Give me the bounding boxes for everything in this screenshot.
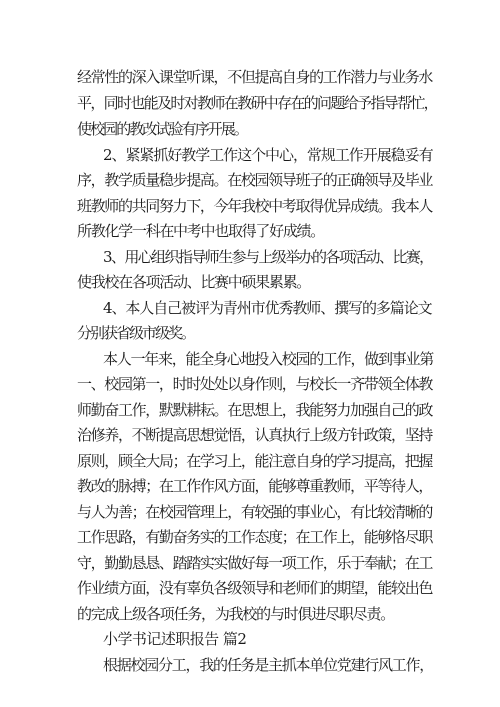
text-line-content: 序，教学质量稳步提高。在校园领导班子的正确领导及毕业 — [77, 171, 433, 189]
text-line-content: 本人一年来，能全身心地投入校园的工作，做到事业第 — [103, 350, 434, 368]
text-line-content: 工作思路，有勤奋务实的工作态度；在工作上，能够恪尽职 — [77, 528, 433, 546]
text-line-content: 经常性的深入课堂听课，不但提高自身的工作潜力与业务水 — [77, 68, 433, 86]
text-line-content: 使我校在各项活动、比赛中硕果累累。 — [77, 273, 311, 291]
text-line-content: 一、校园第一，时时处处以身作则，与校长一齐带领全体教 — [77, 375, 433, 393]
text-line-content: 的完成上级各项任务，为我校的与时俱进尽职尽责。 — [77, 605, 395, 623]
text-line-content: 师勤奋工作，默默耕耘。在思想上，我能努力加强自己的政 — [77, 401, 433, 419]
text-line-content: 分别获省级市级奖。 — [77, 324, 195, 342]
text-line-content: 根据校园分工，我的任务是主抓本单位党建行风工作， — [103, 656, 434, 674]
text-line-content: 所教化学一科在中考中也取得了好成绩。 — [77, 222, 324, 240]
text-line-content: 治修养，不断提高思想觉悟，认真执行上级方针政策，坚持 — [77, 426, 433, 444]
text-line-content: 原则，顾全大局；在学习上，能注意自身的学习提高，把握 — [77, 452, 433, 470]
text-line-content: 2、紧紧抓好教学工作这个中心，常规工作开展稳妥有 — [103, 146, 433, 164]
section-heading-text: 小学书记述职报告 篇2 — [103, 630, 247, 648]
text-line-content: 3、用心组织指导师生参与上级举办的各项活动、比赛， — [103, 248, 433, 266]
text-line-content: 使校园的教改试验有序开展。 — [77, 120, 248, 138]
text-line-content: 作业绩方面，没有辜负各级领导和老师们的期望，能较出色 — [77, 579, 433, 597]
text-line-content: 与人为善；在校园管理上，有较强的事业心，有比较清晰的 — [77, 503, 433, 521]
text-line-content: 班教师的共同努力下，今年我校中考取得优异成绩。我本人 — [77, 197, 433, 215]
text-line-content: 守，勤勤恳恳、踏踏实实做好每一项工作，乐于奉献；在工 — [77, 554, 433, 572]
text-line-content: 教改的脉搏；在工作作风方面，能够尊重教师，平等待人， — [77, 477, 433, 495]
text-line-content: 平，同时也能及时对教师在教研中存在的问题给予指导帮忙， — [77, 94, 437, 112]
text-line-content: 4、本人自己被评为青州市优秀教师、撰写的多篇论文 — [103, 299, 432, 317]
text-line — [0, 650, 500, 680]
